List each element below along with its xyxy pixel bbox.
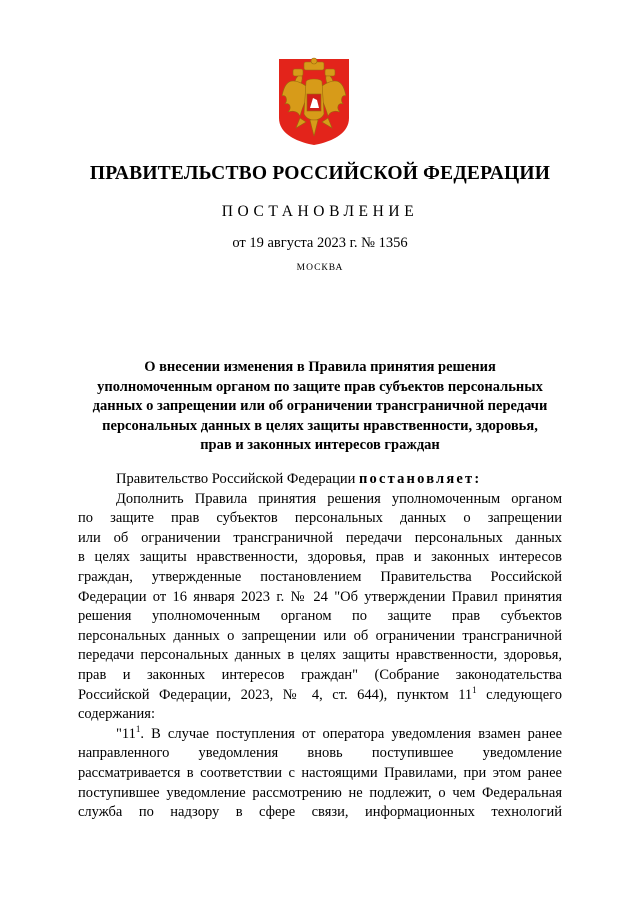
paragraph-line: решения уполномоченным органом по защите прав субъектов <box>78 608 562 625</box>
title-line: О внесении изменения в Правила принятия решения <box>144 359 496 375</box>
paragraph-line: поступившее уведомление рассмотрению не подлежит, о чем Федеральная <box>78 784 562 801</box>
paragraph-line: по защите прав субъектов персональных данных о запрещении <box>78 510 562 527</box>
paragraph-line: персональных данных о запрещении или об ограничении трансграничной <box>78 627 562 644</box>
paragraph-1 <box>78 490 562 725</box>
text-fragment: следующего <box>476 686 562 703</box>
superscript: 1 <box>135 723 141 734</box>
decree-line <box>78 470 562 490</box>
decree-word: постановляет: <box>358 471 482 487</box>
document-date-number: от 19 августа 2023 г. № 1356 <box>232 235 408 251</box>
title-line: прав и законных интересов граждан <box>200 437 440 454</box>
paragraph-2 <box>78 725 562 823</box>
organization-name: ПРАВИТЕЛЬСТВО РОССИЙСКОЙ ФЕДЕРАЦИИ <box>89 163 551 184</box>
paragraph-line: или об ограничении трансграничной передачи персональных данных <box>78 529 562 546</box>
paragraph-line: Дополнить Правила принятия решения уполномоченным органом <box>116 490 562 507</box>
paragraph-line <box>78 725 562 745</box>
paragraph-line: направленного уведомления вновь поступившее уведомление <box>78 745 562 762</box>
document-type: ПОСТАНОВЛЕНИЕ <box>221 203 419 220</box>
text-fragment: . В случае поступления от оператора уведомления взамен ранее <box>140 725 562 742</box>
document-city: МОСКВА <box>296 263 344 273</box>
paragraph-line <box>78 686 562 706</box>
decree-prefix: Правительство Российской Федерации <box>116 471 359 487</box>
paragraph-line: передачи персональных данных в целях защиты нравственности, здоровья, <box>78 647 562 664</box>
title-line: уполномоченным органом по защите прав субъектов персональных <box>97 378 543 395</box>
paragraph-line: в целях защиты нравственности, здоровья, прав и законных интересов <box>78 549 562 566</box>
paragraph-line: Федерации от 16 января 2023 г. № 24 "Об утверждении Правил принятия <box>78 588 562 605</box>
paragraph-line: прав и законных интересов граждан" (Собрание законодательства <box>78 666 562 683</box>
paragraph-line: рассматривается в соответствии с настоящими Правилами, при этом ранее <box>78 764 562 781</box>
superscript: 1 <box>472 684 477 695</box>
russian-coat-of-arms-icon <box>276 56 352 146</box>
paragraph-line: служба по надзору в сфере связи, информационных технологий <box>78 804 562 821</box>
text-fragment: Российской Федерации, 2023, № 4, ст. 644), пунктом 11 <box>78 686 473 703</box>
paragraph-line: граждан, утвержденные постановлением Правительства Российской <box>78 568 562 585</box>
text-fragment: "11 <box>116 725 136 742</box>
title-line: данных о запрещении или об ограничении трансграничной передачи <box>92 398 548 415</box>
title-line: персональных данных в целях защиты нравственности, здоровья, <box>102 417 538 434</box>
paragraph-line: содержания: <box>78 706 156 723</box>
document-title <box>78 358 562 456</box>
decree-clause <box>78 470 562 490</box>
